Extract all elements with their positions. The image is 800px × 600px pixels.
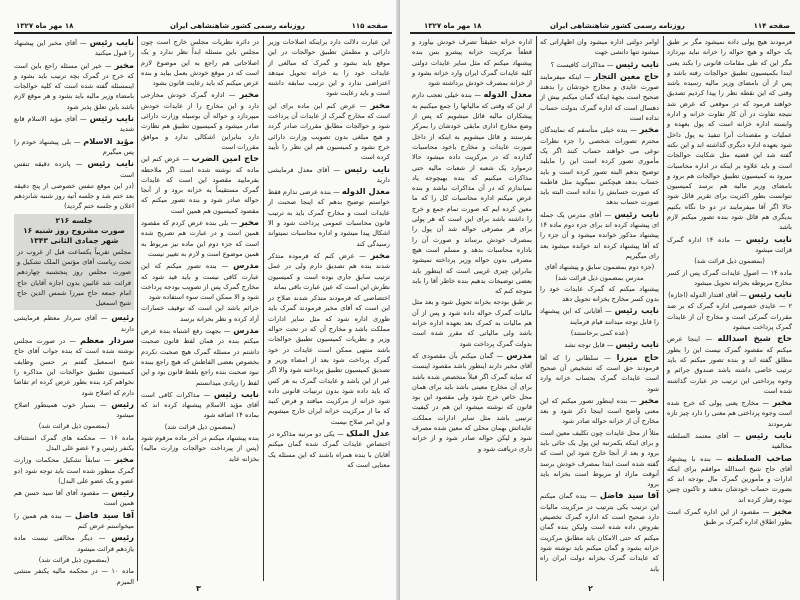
- speech-text: (جزء دوم بمضمون سابق و پیشنهاد آقای مدرس بمضمون ذیل قرائت شد): [544, 263, 655, 282]
- column-3: [412, 37, 532, 580]
- speech-text: اوامر دولتی اداره میشود وان اظهاراتی که میشود تنها دانشی جهت: [540, 38, 659, 57]
- speech-paragraph: [540, 305, 659, 327]
- speech-paragraph: [141, 422, 259, 432]
- speech-paragraph: [667, 333, 792, 396]
- speaker-name: عدل الملک: [346, 427, 390, 438]
- speech-paragraph: [141, 303, 259, 324]
- speech-paragraph: [14, 399, 134, 421]
- page-number-footer: ۲: [588, 584, 593, 593]
- speech-text: پیشنهاد میکنم که گمرک عایدات خود را بدون کسر مخارج بخزانه تحویل دهد: [540, 284, 659, 304]
- speech-text: بنده پیشنهاد میکنم در آخر ماده مرقوم شود (پس از پیرداخت حوالجات وزارت مالیه) بخزانه عاید: [141, 433, 259, 463]
- speech-paragraph: [268, 100, 390, 163]
- speech-text: — بنده تصور میکنم که این عبارت کافی نیست و باید قید شود که مخارج گمرک پس از تصویب بودجه پرداخت شود و الا ممکن است سوء استفاده شود: [141, 262, 259, 302]
- column-3: [14, 37, 134, 586]
- speech-text: — بنده با پیشنهاد آقای حاج شیخ اسدالله موافقم برای اینکه ادارات و مأمورین گمرک مال بودجه اند که بصورت حساب خودشان بدهند و تاکنون چنین نبوده رفتار کرده اند: [667, 454, 792, 504]
- column-1: [268, 37, 390, 580]
- speech-paragraph: [141, 433, 259, 464]
- speech-paragraph: [540, 395, 659, 427]
- speech-text: — اینکه میفرمایند صورت عایدی و مخارج خودشان را بدهند صحیح است بجهة اینکه گمان میکنم بیش از دهسال است که اداره گمرک بدولت حساب نداده است: [540, 72, 659, 123]
- speech-paragraph: [412, 297, 532, 348]
- speaker-name: حاج میرزا: [616, 351, 659, 362]
- column-2: [540, 37, 659, 580]
- speaker-name: نایب رئیس: [89, 113, 134, 124]
- speech-text: — آقای معدل فرمایشی دارید: [268, 165, 390, 184]
- speech-paragraph: [412, 350, 532, 454]
- speech-text: — دیگر مخالفی نیست ماده یازدهم قرائت میشود: [14, 534, 134, 553]
- speaker-name: رئیس: [111, 312, 134, 323]
- speech-text: — مذاکرات کافی است آقای مؤید الاسلام پیشنهاد کرده اند که بماده ۱۴ اضافه شود: [141, 390, 259, 420]
- speech-paragraph: [14, 312, 134, 334]
- speaker-name: مخبر: [370, 99, 390, 110]
- column-divider: [137, 36, 138, 581]
- speech-text: — بنده اینطور تصور میکنم که این معنی واضح است اینجا ذکر شود و بعد مخارج آن از خزانه حواله صادر شود: [540, 396, 659, 426]
- speaker-name: نایب رئیس: [745, 429, 792, 440]
- speech-paragraph: [540, 59, 659, 70]
- speaker-name: نایب رئیس: [213, 388, 259, 399]
- speech-text: — مقصود از این اداره گمرک است بطور اطلاق اداره گمرک بر طبق: [667, 508, 792, 527]
- speaker-name: مخبر: [239, 217, 259, 228]
- speech-paragraph: [540, 428, 659, 490]
- speaker-name: مخبر: [114, 59, 134, 70]
- speaker-name: آقا سید فاضل: [599, 490, 659, 501]
- speech-text: — آقایانی که این پیشنهاد را قابل توجه میدانند قیام فرمایند: [540, 307, 659, 326]
- newspaper-title: روزنامه رسمی کشور شاهنشاهی ایران: [550, 22, 685, 30]
- speech-text: — سابقاً تشکیل محکمات وزارت گمرک منظور شده است باید توجه شود (دو عضو و یک عضو علی البدل): [14, 456, 134, 485]
- speech-paragraph: [141, 325, 259, 388]
- speech-paragraph: [14, 510, 134, 532]
- speech-paragraph: [14, 555, 134, 565]
- speech-paragraph: [141, 153, 259, 216]
- speech-text: (در این موقع تنفس خصوصی از پنج دقیقه بعد ختم شد و جلسه آتیه روز شنبه شانزدهم اعلان و جلسه ختم گردید): [14, 181, 134, 211]
- speech-text: — آقای معتمد السلطنه مخالفید: [667, 431, 792, 451]
- speech-paragraph: [667, 453, 792, 505]
- speaker-name: حاج شیخ اسدالله: [717, 333, 792, 344]
- speech-text: — عرض کنم این ماده که نوشته شده است اگر ملاحظه بفرمایید مقصود این است که عایدات گمرک مستقیماً به خزانه برود و از آنجا حواله صادر شود و بنده تصور میکنم که مقصود کمیسیون هم همین است: [141, 155, 259, 215]
- speech-paragraph: [268, 164, 390, 186]
- speech-text: جرائم باشد این است که توقیف خسارات آزاد کرده و نظر بخزانه برسد: [141, 304, 259, 323]
- speech-paragraph: [14, 433, 134, 454]
- speech-paragraph: [141, 37, 259, 88]
- speaker-name: نایب رئیس: [615, 339, 659, 350]
- speech-text: — بنده گمان میکنم این ترتیب یکی بترتیب در مرکزیت مالیات دارد صحیح است که اداره گمرک تخصیص بفروض داده شده است ولیکن بنده گمان میکنم که حتی الامکان باید مطابق مرکزیت خزانه بشود و گمان میکنم باید نوشته شود که عایدات گمرک بخزانه دولت ایران راه یابد: [540, 492, 659, 573]
- speaker-name: معدل الدوله: [341, 186, 390, 197]
- speech-paragraph: [14, 532, 134, 554]
- speech-text: — یکی دو مرتبه مذاکره در اختصاص عایدات گمرک شده گمان میکنم آقایان با بنده همراه باشند که این مسئله یک معنایی است که: [268, 429, 390, 469]
- speaker-name: مخبر: [370, 249, 390, 260]
- speech-paragraph: [14, 335, 134, 398]
- page-number-footer: ۳: [196, 584, 201, 593]
- speech-text: اداره خزانه حقیقتاً تصرف خودش بیاورد و قطعاً مرکزیت خزانه پیشرو بس بنده پیشنهاد میکنم که مثل سایر عایدات دولتی کلیه عایدات گمرک ایران وارد خزانه بشود و از خزانه بمصرف خودش برداشته شود: [412, 38, 532, 88]
- speech-paragraph: [141, 89, 259, 152]
- speech-paragraph: [14, 60, 134, 112]
- column-2: [141, 37, 259, 580]
- speech-paragraph: [540, 71, 659, 123]
- page-number-header: صفحه ۱۱۵: [351, 22, 388, 30]
- speech-text: — بنده خیلی تعجب دارم از این که وقتی که مالیاتها را جمع میکنیم به پیشکاران مالیه قائل میشویم که پس از وضع مخارج اداری مابقی خودشان را بمرکز بفرستند و قائل میشویم به اینکه از داخل صورت عایدات و مخارج باخود محاسبات گذارده که در مرکزیت داده میشود حالا درموارد یک شعبه از شعبات مالیه حتی مذاکرات میکنیم که بنده بهیچوجه یاد نمیاندازم که در آن مذاکرات نباشد و بنده عرض میکنم اداره محاسبات کل را که ما معین کرده ایم که صورت تمام جمع و خرج را داشته باشد برای این است که هر پولی برای هر مصرفی حواله شد آن پول را بمصرف خودش برساند و صورت آن را باداره محاسبات بدهد و مسلم است هیچ مصرفی بدون حواله وزیر پرداخته نمیشود بنابراین چیزی غریبی است که اینطور باید بعضی توضیحات بدهیم بنده خاطر آقا را باید متوجه کنم که: [412, 91, 532, 296]
- session-intro: مجلس تقریباً یکساعت قبل از غروب در تحت ریاست آقای مؤتمن الملک تشکیل و صورت مجلس روز پنجشنبه چهاردهم قرائت شد غائبین بدون اجازه آقایان حاج امام جمعه حاج میرزا شمس الدین حاج شیخ اسمعیل: [17, 247, 131, 308]
- speech-text: — آقای مدرس یک جمله ای پیشنهاد کرده اند برای جزء دوم ماده ۱۴ پیشنهاد مذکور خوانده میشود و آن جزء را که آقا پیشنهاد کرده اند خوانده میشود بعد رای میگیریم: [540, 210, 659, 260]
- speech-text: — مذاکرات کافیست ؟: [550, 60, 614, 69]
- speech-paragraph: [268, 293, 390, 427]
- speaker-name: مخبر: [239, 89, 259, 100]
- speech-paragraph: [667, 256, 792, 266]
- page-number-header: صفحه ۱۱۴: [753, 22, 790, 30]
- speech-paragraph: [667, 289, 792, 300]
- speech-paragraph: [540, 284, 659, 305]
- speech-paragraph: [540, 339, 659, 350]
- speech-text: اختصاصی که فرمودند متذکر شدند صلاح در این است که آقای مخبر فرمودند گمرک باید طوری اداره شود که مثل سایر ادارات مملکت باشد و مخارج آن که در تحت حواله وزیر و نظریات کمیسیون تطبیق حوالجات باشد منتهی ممکن است عایدات در خود گمرک پرداخت شود بعد از امضاء وزیر و تصدیق کمیسیون تطبیق پرداخته شود والا اگر غیر از این باشد و عایدات گمرک به هر کس که باید داده شود بدون ترتیبات قانونی داده شود خزانه از مرکزیت میافتد و فرض کنید که ما از مرکزیت خزانه ایران خارج میشویم و این امر صلاح نیست: [268, 294, 390, 426]
- speaker-name: رئیس: [111, 487, 134, 498]
- header-rule: [14, 32, 392, 34]
- speech-paragraph: [540, 352, 659, 394]
- speech-text: — بلی بنده عرض کردم که مقصود همین است و در عبارت هم تصریح شده است که جزء دوم این ماده نیز مربوط به همین موضوع است و لازم به تغییر نیست: [141, 219, 259, 258]
- speech-paragraph: [14, 37, 134, 59]
- speech-paragraph: [667, 430, 792, 452]
- speech-paragraph: [268, 250, 390, 292]
- session-date: صورت مشروح روز شنبه ۱۶ شهر جمادی الثانی ۱۳۴۳: [23, 226, 125, 246]
- speech-text: — اینجا عرض میکنم که مقصود گمرک نیست این را بطور مطلق گفته اند و بنده تصور میکنم که باید ترتیب خاصی داشته باشد صندوق جرائم و وجوه پرداختی این ترتیب جز عبارت گذاشته شده است: [667, 335, 792, 395]
- speech-text: — آقای مخبر این پیشنهاد را قبول میکنید: [14, 39, 134, 58]
- speech-paragraph: [268, 428, 390, 470]
- speech-text: — بجهت رفع اشتباه بنده عرض میکنم بنده در همان لفظ قانون صحبت داشتم در مسئله گمرک هیچ صحبت نکردم بخصوص بعضی الفاظش که هیچ راجع ببنده نبود صحبت بنده راجع بلفظ قانون بود و این لفظ را زیادی میدانستم: [141, 327, 259, 387]
- speech-text: (بمضمون ذیل قرائت شد): [694, 257, 765, 266]
- speech-text: — بسیار خوب همینطور اصلاح میشود: [14, 400, 134, 420]
- speaker-name: معدل الدوله: [483, 89, 532, 100]
- speech-text: — ماده ۱۴ اداره گمرک قرائت میشود: [667, 235, 792, 254]
- speech-paragraph: [667, 37, 792, 233]
- issue-date: ۱۸ مهر ماه ۱۳۲۷: [16, 22, 74, 30]
- column-divider: [536, 36, 537, 581]
- speech-text: — عرض کنم که فرموده متذکر شدند بنده هم تصدیق دارم ولی در عمل ترتیب سابق جاری بوده است و کمیسیون نظرش این است که عین عبارت باقی بماند: [268, 251, 390, 291]
- speech-paragraph: [540, 262, 659, 283]
- speech-text: — خیر این مسئله راجع باین است که خرج در گمرک بچه ترتیب باید بشود و اینمسئله گفته شده است که کلیه حوالجات بامضاء وزیر مالیه باید بشود و هر موقع لازم باشد باین تعلق پذیر شود: [14, 61, 134, 111]
- speech-text: (بمضمون ذیل قرائت شد): [164, 422, 236, 431]
- speech-paragraph: [540, 490, 659, 573]
- speaker-name: نایب رئیس: [89, 37, 134, 47]
- session-heading-box: [14, 214, 134, 311]
- speech-paragraph: [268, 37, 390, 99]
- column-divider: [663, 36, 664, 581]
- speech-text: — سلطانی را که آقا فرمودند حق است که تشخیص آن صحیح است عایدات گمرک بحساب خزانه وارد شود: [540, 353, 659, 393]
- speech-paragraph: [667, 234, 792, 256]
- speech-text: — آقای اقتدار الدوله (اجازه): [668, 291, 747, 300]
- speech-paragraph: [667, 506, 792, 528]
- speech-paragraph: [14, 487, 134, 509]
- speech-text: بر طبق بودجه بخزانه تحویل شود و بعد مثل مالیات گمرک حواله داده شود و پس از آن هم مالیات به کمرک بعد بعهده اداره خزانه باشد ولی مالیاتی که مقرر شده است بدولت گمرک پرداخت شود: [412, 298, 532, 348]
- speech-paragraph: [141, 217, 259, 259]
- column-divider: [263, 36, 264, 581]
- speech-text: — بنده خیلی متأسفم که نمایندگان محترم تصورات شخصی را جزء نظرات نوعی می خواهند حساب کنند اگر یک مأموری تصور کرده است این را مایلید توضیح بدهم البته تصور کرده است و باید حساب بدهد هیچکس نمیگوید مثل فاطمه که صورت حسابش را نداده است البته باید صورت حساب بدهد: [540, 126, 659, 207]
- speech-text: در دائره نظریات مجلس خارج است چون مجلس باین مسئله ابداً نظر ندارد و یک اصلاحاتی هم راجع به این موضوع لازم است که در موقع خودش بعمل بیاید و بنده عرض میکنم که باید رعایت قانون بشود: [141, 38, 259, 88]
- speaker-name: مدرس: [233, 325, 259, 336]
- speech-text: این عبارت دلالت دارد براینکه اصلاحات وزیر دارائی و مطمئن تطبیق حوالجات در این موقع باید بشود و گمرک که مبالغی از عایدات خود را به خزانه تحویل میدهد اعتراضی ندارد و این ترتیب سابقه داشته است و باید رعایت شود: [268, 38, 390, 98]
- speaker-name: نایب رئیس: [87, 158, 134, 169]
- speech-text: ماده ۱۴ — اصول عایدات گمرک پس از کسر مخارج مربوطه بخزانه تحویل میشود: [667, 268, 792, 287]
- speaker-name: رئیس: [111, 398, 134, 409]
- speaker-name: مخبر: [772, 397, 792, 408]
- speech-paragraph: [667, 301, 792, 332]
- right-page: [400, 0, 800, 600]
- speaker-name: نایب رئیس: [344, 163, 390, 174]
- speech-paragraph: [268, 186, 390, 249]
- speech-text: — مقصود آقای آقا سید حسن هم همین است: [14, 489, 134, 508]
- speech-text: — بلی پیشنهاد خودم را پس میگیرم: [14, 137, 134, 156]
- speech-paragraph: [667, 268, 792, 289]
- speech-paragraph: [141, 260, 259, 302]
- speaker-name: حاج معین التجار: [593, 70, 659, 81]
- speech-text: — پانزده دقیقه تنفس است: [14, 160, 134, 179]
- speech-paragraph: [412, 89, 532, 296]
- speaker-name: مخبر: [114, 454, 134, 465]
- speaker-name: سردار معظم: [80, 335, 134, 346]
- speaker-name: مدرس: [506, 349, 532, 360]
- speech-text: فرمودند هیچ پولی داده نمیشود مگر بر طبق یک حواله و هیچ حواله را خزانه نباید بپردازد مگر این که طی مقامات قانونی را بکند یعنی ابتدا بکمیسیون تطبیق حوالجات رفته باشد و پس از آن بامضای وزیر مالیه رسیده باشد وقتی که این نقطه نظر را پیدا کردیم تصدیق خواهند فرمود که در موقعی که عرض شد نتیجه تفاوت در آن کار تفاوت خزانه و اداره وابسته اداره خزانه است که پول بعهده و عملیات و مقصدات آنرا تنفیذ به پول داخل شود بعهده اداره دیگری گذاشته اند و این نکته گفته شد این قضیه مثل شکایت حوالجات است و باید علاوه بر اینکه در اداره محاسبات میرود به کمیسیون تطبیق حوالجات هم برود و بامضای وزیر مالیه هم برسد کمیسیون نتوانست بطور اکثریت برای تقریر قائل شود حالا اگر آقا میفرمایند در دو جا نگاه بکنیم بدیگری هم قائل شود بنده تصور میکنم لازم باشد: [667, 38, 792, 232]
- speech-text: ۲ — عایدی خصوصی اداره گمرک که بر ضد مقررات گمرکی است و مخارج آن از عایدات گمرک پرداخت میشود: [667, 302, 792, 332]
- speech-paragraph: [667, 397, 792, 429]
- speech-text: ماده ۱۰ — در محکمه مالیه یکنفر منشی المیزم: [14, 567, 134, 586]
- speaker-name: رئیس: [111, 532, 134, 543]
- speech-text: — عرض کنم این ماده برای این است که مخارج گمرک از عایدات آن پرداخت شود و حوالجات مطابق مقررات صادر گردد و هیچ مبلغی بدون تصویب وزارت دارائی خرج نشود و کمیسیون هم این نظر را تأیید کرده است: [268, 101, 390, 162]
- speech-text: (عده کمی برخاستند): [570, 329, 629, 338]
- speech-paragraph: [141, 389, 259, 421]
- speaker-name: مخبر: [639, 394, 659, 405]
- speech-paragraph: [540, 124, 659, 207]
- speech-text: — بنده هم همین را میخواستم عرض کنم: [14, 511, 134, 531]
- speaker-name: مدرس: [233, 260, 259, 271]
- header-rule: [410, 32, 795, 34]
- speech-paragraph: [14, 136, 134, 158]
- speaker-name: نایب رئیس: [745, 233, 792, 244]
- speech-text: — قابل توجه نشد: [564, 341, 614, 350]
- session-title: جلسه ۲۱۶: [55, 215, 93, 225]
- speech-text: — آقای سردار معظم فرمایشی دارند: [14, 314, 134, 333]
- speaker-name: مخبر: [639, 124, 659, 135]
- speech-paragraph: [540, 209, 659, 261]
- speech-paragraph: [14, 566, 134, 587]
- speech-text: مثلاً از محل عایدات چون تکلیف معین است و برای اینکه یکمرتبه این پول یک جائی باید برود و بعد از آنجا خارج شود این است که گفته شده است ابتدا بمصرف خودش برسد آنوقت مازاد او مربوط است بخزانه باید برود: [540, 428, 659, 489]
- speech-text: ماده ۱۶ — محکمه های گمرک استثناف یکنفر رئیس و ۲ عضو علی البدل: [14, 433, 134, 452]
- speech-paragraph: [14, 421, 134, 431]
- speaker-name: مؤید الاسلام: [83, 135, 134, 146]
- speech-text: — آقای مؤید الاسلام قانع شدید: [14, 115, 134, 134]
- speech-text: (بمضمون ذیل قرائت شد): [38, 555, 110, 564]
- speech-paragraph: [14, 113, 134, 135]
- speaker-name: مخبر: [772, 506, 792, 517]
- speech-text: — بنده عرضی ندارم فقط خواستم توضیح بدهم که اینجا صحبت از عایدات است و مخارج گمرک باید به ترتیب قانون محاسبات عمومی پرداخت شود و الا اشکال پیدا میشود و اداره محاسبات نمیتواند رسیدگی کند: [268, 188, 390, 248]
- speaker-name: آقا سید فاضل: [74, 509, 134, 520]
- newspaper-title: روزنامه رسمی کشور شاهنشاهی ایران: [170, 22, 305, 30]
- speech-text: — گمان میکنم بآن مقصودی که آقای مخبر دارند اینطور باشد مقصود اینست که سایه گمرک اگر قبلاً متخصص شده باشد برای آن مخارج معینی باشد باید برای همان محل خاص خرج شود ولی مقصود این بود قانون که نوشته میشود این هم در کیفیت ترتیبی باشد مثل سایر ادارات مملکت عایداتش بهمان محلی که معین شده مصرف شود و لیکن حواله صادر شود و از خزانه داری دریافت شود و: [412, 351, 532, 453]
- speech-paragraph: [14, 454, 134, 486]
- speech-paragraph: [540, 37, 659, 58]
- speech-text: — اداره گمرک خودش مخارجی دارد و این مخارج را از عایدات خودش میپردازد و حواله آن بوسیله وزارت دارائی صادر میشود و کمیسیون تطبیق هم نظارت دارد بنابراین اشکالی ندارد و موافق مقررات است: [141, 91, 259, 151]
- speaker-name: نایب رئیس: [748, 289, 792, 300]
- speech-text: (بمضمون ذیل قرائت شد): [38, 422, 110, 431]
- speaker-name: نایب رئیس: [614, 305, 659, 316]
- issue-date: ۱۸ مهر ماه ۱۳۲۷: [424, 22, 482, 30]
- speech-paragraph: [14, 158, 134, 180]
- speaker-name: حاج امین الضرب: [191, 153, 259, 164]
- speech-paragraph: [412, 37, 532, 88]
- speech-paragraph: [540, 328, 659, 338]
- speech-paragraph: [14, 181, 134, 212]
- column-1: [667, 37, 792, 580]
- speaker-name: نایب رئیس: [615, 58, 659, 69]
- speaker-name: صاحب السلطنه: [727, 452, 792, 463]
- speech-text: — در صورت مجلس نوشته شده است که بنده جواب آقای حاج شیخ اسمعیل گفتم بر حسن وظایف کمیسیون تطبیق حوالجات این مذاکره را نخواهم کرد بنده بطور عرض کرده ام تقاضا دارم که اصلاح شود: [14, 337, 134, 397]
- speech-text: — مخارج یعنی پولی که خرج شده است وجوه پرداختی هم معنی را دارد چیز تازه نفرمودند: [667, 399, 792, 428]
- speaker-name: نایب رئیس: [614, 208, 659, 219]
